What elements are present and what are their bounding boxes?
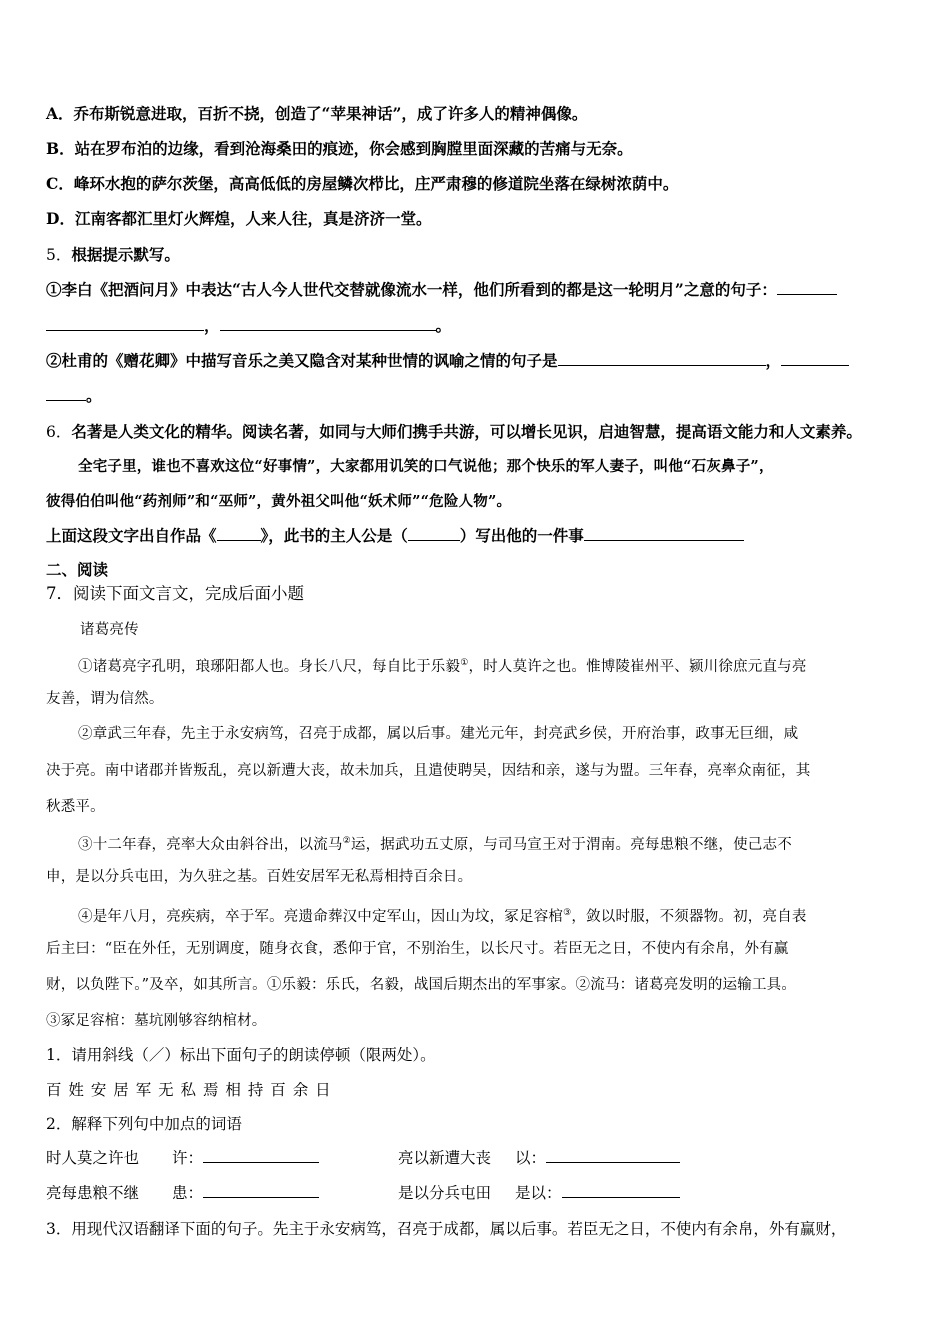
- p4-line1: [78, 903, 807, 927]
- footnote-mark: ①: [460, 658, 469, 668]
- option-text: 峰环水抱的萨尔茨堡，高高低低的房屋鳞次栉比，庄严肃穆的修道院坐落在绿树浓荫中。: [73, 174, 679, 193]
- question-number: 6．: [46, 423, 72, 441]
- sub-question-1: 1．请用斜线（／）标出下面句子的朗读停顿（限两处）。: [46, 1046, 436, 1064]
- answer-blank[interactable]: [584, 526, 744, 541]
- question-number: 7．: [46, 584, 73, 603]
- p4-line3: 财，以负陛下。”及卒，如其所言。①乐毅：乐氏，名毅，战国后期杰出的军事家。②流马：诸葛亮发明的运输工具。: [46, 977, 797, 993]
- option-text: 乔布斯锐意进取，百折不挠，创造了“苹果神话”，成了许多人的精神偶像。: [73, 104, 588, 123]
- word-explain: [172, 1183, 319, 1203]
- answer-blank[interactable]: [408, 526, 460, 541]
- passage-text: 运，据武功五丈原，与司马宣王对于渭南。亮每患粮不继，使己志不: [350, 836, 792, 853]
- word-sentence: 是以分兵屯田: [398, 1184, 492, 1202]
- q5-item2-line1: [46, 351, 849, 371]
- word-explain: [515, 1183, 680, 1203]
- q5-item2-line2: [46, 386, 102, 406]
- word-explain: [172, 1148, 319, 1168]
- option-label: C．: [46, 174, 74, 193]
- prompt-text: 上面这段文字出自作品《: [46, 526, 217, 545]
- sub-question-2: 2．解释下列句中加点的词语: [46, 1115, 242, 1133]
- passage-text: ③十二年春，亮率大众由斜谷出，以流马: [78, 836, 343, 853]
- answer-blank[interactable]: [203, 1148, 319, 1163]
- q6-prompt: [46, 526, 744, 546]
- question-number: 5．: [46, 246, 72, 264]
- q7-heading: [46, 584, 304, 604]
- separator: ，: [204, 316, 220, 335]
- p3-line1: [78, 831, 792, 855]
- target-word: 许：: [172, 1149, 204, 1167]
- option-b: [46, 139, 633, 159]
- answer-blank[interactable]: [203, 1183, 319, 1198]
- p2-line1: ②章武三年春，先主于永安病笃，召亮于成都，属以后事。建光元年，封亮武乡侯，开府治事，政事无巨细，咸: [78, 726, 799, 742]
- option-text: 江南客都汇里灯火辉煌，人来人往，真是济济一堂。: [74, 209, 432, 228]
- option-d: [46, 209, 431, 229]
- target-word: 以：: [515, 1149, 547, 1167]
- q5-item1-line2: [46, 316, 451, 336]
- answer-blank[interactable]: [217, 526, 261, 541]
- passage-text: ，敛以时服，不须器物。初，亮自表: [571, 908, 807, 925]
- sub-question-3: 3．用现代汉语翻译下面的句子。先主于永安病笃，召亮于成都，属以后事。若臣无之日，不使内有余帛，外有赢财，: [46, 1220, 847, 1238]
- passage-title: 诸葛亮传: [80, 622, 139, 638]
- prompt-text: ）写出他的一件事: [459, 526, 584, 545]
- p2-line2: 决于亮。南中诸郡并皆叛乱，亮以新遭大丧，故未加兵，且遣使聘吴，因结和亲，遂与为盟。三年春，亮率众南征，其: [46, 763, 811, 779]
- answer-blank[interactable]: [46, 386, 86, 401]
- q6-passage-line2: 彼得伯伯叫他“药剂师”和“巫师”，黄外祖父叫他“妖术师”“危险人物”。: [46, 493, 512, 510]
- option-label: A．: [46, 104, 74, 123]
- separator: 。: [86, 386, 102, 405]
- q6-passage-line1: 全宅子里，谁也不喜欢这位“好事情”，大家都用讥笑的口气说他；那个快乐的军人妻子，叫他“石灰鼻子”，: [78, 458, 774, 475]
- answer-blank[interactable]: [777, 280, 837, 295]
- option-label: D．: [46, 209, 75, 228]
- p4-line2: 后主曰：“臣在外任，无别调度，随身衣食，悉仰于官，不别治生，以长尺寸。若臣无之日，不使内有余帛，外有赢: [46, 941, 789, 957]
- target-word: 是以：: [515, 1184, 562, 1202]
- footnote-mark: ③: [563, 908, 572, 918]
- option-label: B．: [46, 139, 75, 158]
- passage-text: ④是年八月，亮疾病，卒于军。亮遗命葬汉中定军山，因山为坟，冢足容棺: [78, 908, 564, 925]
- answer-blank[interactable]: [558, 351, 766, 366]
- footnote-mark: ②: [342, 836, 351, 846]
- answer-blank[interactable]: [546, 1148, 680, 1163]
- p3-line2: 申，是以分兵屯田，为久驻之基。百姓安居军无私焉相持百余日。: [46, 869, 473, 885]
- word-sentence: 亮以新遭大丧: [398, 1149, 492, 1167]
- section-title: 二、阅读: [46, 560, 109, 579]
- passage-text: ①诸葛亮字孔明，琅琊阳都人也。身长八尺，每自比于乐毅: [78, 658, 461, 675]
- option-a: [46, 104, 587, 124]
- q6-heading: [46, 422, 862, 442]
- question-title: 阅读下面文言文，完成后面小题: [73, 584, 304, 603]
- p1-line2: 友善，谓为信然。: [46, 691, 164, 707]
- word-sentence: 亮每患粮不继: [46, 1184, 140, 1202]
- q5-item1-line1: [46, 280, 837, 300]
- target-word: 患：: [172, 1184, 204, 1202]
- answer-blank[interactable]: [220, 316, 436, 331]
- word-sentence: 时人莫之许也: [46, 1149, 140, 1167]
- p4-line4: ③冢足容棺：墓坑刚够容纳棺材。: [46, 1013, 267, 1029]
- option-c: [46, 174, 678, 194]
- answer-blank[interactable]: [562, 1183, 680, 1198]
- p2-line3: 秋悉平。: [46, 799, 105, 815]
- pause-sentence: 百 姓 安 居 军 无 私 焉 相 持 百 余 日: [46, 1081, 332, 1099]
- passage-text: ，时人莫许之也。惟博陵崔州平、颍川徐庶元直与亮: [468, 658, 807, 675]
- q5-item2-text: ②杜甫的《赠花卿》中描写音乐之美又隐含对某种世情的讽喻之情的句子是: [46, 351, 558, 370]
- q5-heading: [46, 245, 180, 265]
- word-explain: [515, 1148, 680, 1168]
- prompt-text: 》，此书的主人公是（: [260, 526, 408, 545]
- answer-blank[interactable]: [46, 316, 204, 331]
- q5-item1-text: ①李白《把酒问月》中表达“古人今人世代交替就像流水一样，他们所看到的都是这一轮明月”之意的句子：: [46, 280, 777, 299]
- question-title: 根据提示默写。: [71, 245, 180, 264]
- separator: 。: [435, 316, 452, 335]
- p1-line1: [78, 653, 807, 677]
- separator: ，: [765, 351, 782, 370]
- answer-blank[interactable]: [781, 351, 849, 366]
- question-title: 名著是人类文化的精华。阅读名著，如同与大师们携手共游，可以增长见识，启迪智慧，提高语文能力和人文素养。: [71, 422, 862, 441]
- option-text: 站在罗布泊的边缘，看到沧海桑田的痕迹，你会感到胸膛里面深藏的苦痛与无奈。: [74, 139, 633, 158]
